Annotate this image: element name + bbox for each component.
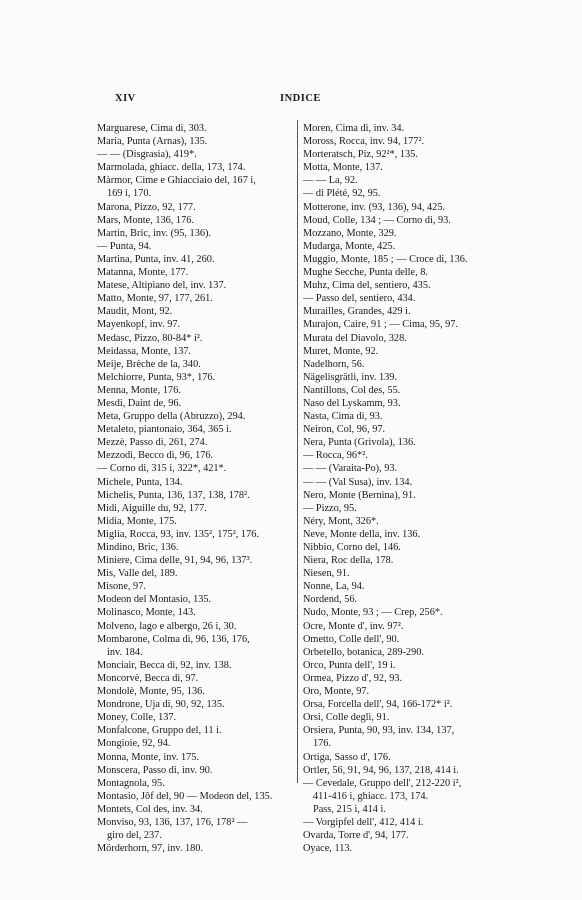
index-entry: Montets, Col des, inv. 34.: [97, 803, 203, 815]
index-entry: — — (Varaita-Po), 93.: [303, 463, 398, 475]
index-entry: — Cevedale, Gruppo dell', 212-220 i²,: [303, 777, 462, 789]
index-entry: Màrmor, Cime e Ghiacciaio del, 167 i,: [97, 175, 256, 187]
index-entry: — di Plété, 92, 95.: [303, 188, 381, 200]
page-title: INDICE: [280, 93, 321, 104]
index-entry: Moross, Rocca, inv. 94, 177².: [303, 136, 425, 148]
index-entry: Orsi, Colle degli, 91.: [303, 712, 390, 724]
index-entry: Nibbio, Corno del, 146.: [303, 542, 401, 553]
index-entry: Mezzè, Passo di, 261, 274.: [97, 437, 208, 449]
index-entry: Meije, Brèche de la, 340.: [97, 358, 201, 370]
index-entry: Maria, Punta (Arnas), 135.: [97, 136, 208, 148]
index-entry: Moren, Cima di, inv. 34.: [303, 123, 405, 134]
index-entry: — Punta, 94.: [97, 240, 152, 252]
index-entry: Orco, Punta dell', 19 i.: [303, 659, 396, 671]
index-entry: Mis, Valle del, 189.: [97, 568, 178, 580]
index-entry: Muggio, Monte, 185 ; — Croce di, 136.: [303, 253, 468, 265]
index-entry: Néry, Mont, 326*.: [303, 515, 379, 527]
index-entry: Marona, Pizzo, 92, 177.: [97, 201, 196, 213]
index-entry: Moncorvè, Becca di, 97.: [97, 672, 199, 684]
index-entry: — Pizzo, 95.: [303, 502, 357, 514]
index-entry: Mars, Monte, 136, 176.: [97, 214, 194, 226]
index-entry: Melchiorre, Punta, 93*, 176.: [97, 371, 216, 383]
index-entry: Mörderhorn, 97, inv. 180.: [97, 843, 204, 855]
index-entry: Mayenkopf, inv. 97.: [97, 319, 181, 331]
index-entry: Monfalcone, Gruppo del, 11 i.: [97, 725, 222, 737]
index-entry: Murailles, Grandes, 429 i.: [303, 306, 411, 318]
index-entry: — Vorgipfel dell', 412, 414 i.: [303, 816, 424, 828]
index-entry: Ortler, 56, 91, 94, 96, 137, 218, 414 i.: [303, 764, 459, 776]
index-entry: Mondrone, Uja di, 90, 92, 135.: [97, 699, 225, 711]
index-entry: 176.: [313, 738, 332, 750]
index-entry: Nordend, 56.: [303, 594, 358, 606]
index-entry: Martina, Punta, inv. 41, 260.: [97, 253, 215, 265]
index-entry: Montasio, Jôf del, 90 — Modeon del, 135.: [97, 790, 273, 802]
index-entry: Mesdi, Daint de, 96.: [97, 397, 182, 409]
index-entry: Mudarga, Monte, 425.: [303, 240, 396, 252]
index-entry: — Passo del, sentiero, 434.: [303, 293, 416, 305]
index-entry: Mombarone, Colma di, 96, 136, 176,: [97, 633, 250, 645]
index-entry: inv. 184.: [107, 646, 143, 658]
index-entry: Michelis, Punta, 136, 137, 138, 178².: [97, 489, 250, 501]
index-entry: Marmolada, ghiacc. della, 173, 174.: [97, 162, 246, 174]
index-entry: Misone, 97.: [97, 581, 146, 593]
index-entry: Midia, Monte, 175.: [97, 515, 177, 527]
index-entry: Ometto, Colle dell', 90.: [303, 633, 400, 645]
index-entry: Mindino, Bric, 136.: [97, 542, 179, 553]
index-entry: Meidassa, Monte, 137.: [97, 345, 192, 357]
index-entry: Niesen, 91.: [303, 568, 350, 580]
index-entry: Mezzodì, Becco di, 96, 176.: [97, 450, 214, 462]
index-entry: Neiron, Col, 96, 97.: [303, 424, 386, 436]
index-entry: Ocre, Monte d', inv. 97².: [303, 620, 404, 632]
index-entry: Nadelhorn, 56.: [303, 358, 365, 370]
index-entry: giro del, 237.: [107, 830, 162, 842]
index-entry: Nonne, La, 94.: [303, 581, 365, 593]
index-entry: Ormea, Pizzo d', 92, 93.: [303, 672, 403, 684]
index-entry: Matto, Monte, 97, 177, 261.: [97, 293, 213, 305]
index-entry: Nantillons, Col des, 55.: [303, 384, 401, 396]
index-entry: Naso del Lyskamm, 93.: [303, 397, 401, 409]
index-entry: — Rocca, 96*².: [303, 450, 368, 462]
index-entry: Ortiga, Sasso d', 176.: [303, 751, 391, 763]
index-entry: Monviso, 93, 136, 137, 176, 178² —: [97, 816, 248, 828]
index-entry: Montagnola, 95.: [97, 777, 165, 789]
index-column-left: [97, 122, 295, 855]
index-entry: Pass, 215 i, 414 i.: [313, 803, 386, 815]
index-entry: Meta, Gruppo della (Abruzzo), 294.: [97, 411, 246, 423]
index-entry: Neve, Monte della, inv. 136.: [303, 528, 421, 540]
index-entry: Mondolè, Monte, 95, 136.: [97, 686, 205, 698]
page-number: XIV: [115, 93, 136, 104]
index-entry: Matese, Altipiano del, inv. 137.: [97, 280, 227, 292]
index-entry: Nera, Punta (Grivola), 136.: [303, 437, 416, 449]
index-entry: Motta, Monte, 137.: [303, 162, 383, 174]
index-entry: Orsa, Forcella dell', 94, 166-172* i².: [303, 699, 453, 711]
index-entry: Maudit, Mont, 92.: [97, 306, 173, 318]
index-column-right: [303, 122, 498, 855]
index-entry: Muhz, Cima del, sentiero, 435.: [303, 280, 431, 292]
index-entry: 411-416 i, ghiacc. 173, 174.: [313, 790, 429, 802]
index-entry: — — (Val Susa), inv. 134.: [303, 476, 413, 488]
column-divider: [297, 120, 298, 783]
index-entry: Midi, Aiguille du, 92, 177.: [97, 502, 207, 514]
index-entry: 169 i, 170.: [107, 188, 152, 200]
index-entry: Nero, Monte (Bernina), 91.: [303, 489, 416, 501]
index-entry: Modeon del Montasio, 135.: [97, 594, 212, 606]
index-entry: Orsiera, Punta, 90, 93, inv. 134, 137,: [303, 725, 455, 737]
index-entry: Moud, Colle, 134 ; — Corno di, 93.: [303, 214, 451, 226]
index-entry: Oro, Monte, 97.: [303, 686, 370, 698]
index-entry: Mozzano, Monte, 329.: [303, 227, 397, 239]
index-entry: Niera, Roc della, 178.: [303, 555, 394, 567]
index-entry: Molveno, lago e albergo, 26 i, 30.: [97, 620, 237, 632]
index-entry: Muret, Monte, 92.: [303, 345, 379, 357]
index-entry: Miniere, Cima delle, 91, 94, 96, 137³.: [97, 555, 253, 567]
index-entry: Mughe Secche, Punta delle, 8.: [303, 267, 428, 279]
index-entry: Ovarda, Torre d', 94, 177.: [303, 830, 409, 842]
index-entry: Nägelisgrätli, inv. 139.: [303, 371, 397, 383]
index-entry: Metaleto, piantonaio, 364, 365 i.: [97, 424, 232, 436]
index-entry: Oyace, 113.: [303, 843, 353, 855]
index-entry: — — La, 92.: [303, 175, 358, 187]
index-entry: Marguarese, Cima di, 303.: [97, 123, 207, 134]
index-entry: Nudo, Monte, 93 ; — Crep, 256*.: [303, 607, 443, 619]
index-entry: Money, Colle, 137.: [97, 712, 177, 724]
index-entry: Monna, Monte, inv. 175.: [97, 751, 200, 763]
index-entry: Matanna, Monte, 177.: [97, 267, 189, 279]
index-entry: Murata del Diavolo, 328.: [303, 332, 407, 344]
index-entry: Martin, Bric, inv. (95, 136).: [97, 227, 212, 239]
index-entry: Molinasco, Monte, 143.: [97, 607, 196, 619]
index-entry: Monscera, Passo di, inv. 90.: [97, 764, 213, 776]
index-entry: Menna, Monte, 176.: [97, 384, 181, 396]
index-entry: Murajon, Caire, 91 ; — Cima, 95, 97.: [303, 319, 459, 331]
index-entry: Medasc, Pizzo, 80-84* i².: [97, 332, 203, 344]
index-entry: Mongioie, 92, 94.: [97, 738, 171, 750]
index-entry: — Corno di, 315 i, 322*, 421*.: [97, 463, 227, 475]
index-entry: Morteratsch, Piz, 92²*, 135.: [303, 149, 418, 161]
index-entry: Monciair, Becca di, 92, inv. 138.: [97, 659, 232, 671]
index-entry: Orbetello, botanica, 289-290.: [303, 646, 424, 658]
index-entry: Miglia, Rocca, 93, inv. 135², 175², 176.: [97, 528, 259, 540]
index-entry: Motterone, inv. (93, 136), 94, 425.: [303, 201, 446, 213]
index-entry: — — (Disgrasia), 419*.: [97, 149, 197, 161]
index-entry: Nasta, Cima di, 93.: [303, 411, 383, 423]
index-entry: Michele, Punta, 134.: [97, 476, 183, 488]
